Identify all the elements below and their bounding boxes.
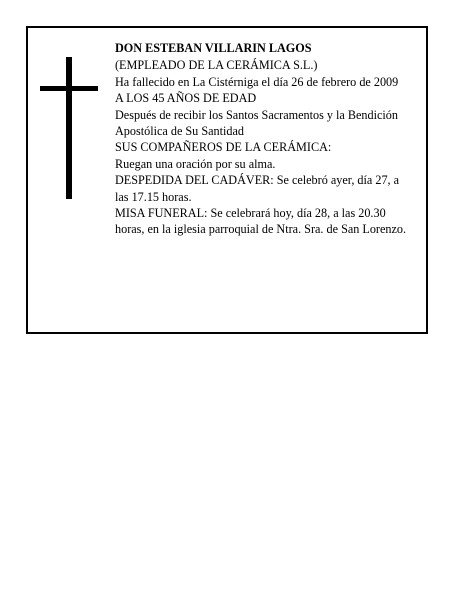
funeral-mass-line: MISA FUNERAL: Se celebrará hoy, día 28, a las 20.30 horas, en la iglesia parroquial de Ntra. Sra. de San Lorenzo. bbox=[115, 206, 407, 237]
age-line: A LOS 45 AÑOS DE EDAD bbox=[115, 91, 257, 106]
death-line: Ha fallecido en La Cistérniga el día 26 de febrero de 2009 bbox=[115, 74, 399, 89]
employer-line: (EMPLEADO DE LA CERÁMICA S.L.) bbox=[115, 58, 318, 73]
colleagues-line: SUS COMPAÑEROS DE LA CERÁMICA: bbox=[115, 140, 332, 155]
obituary-notice bbox=[26, 26, 428, 334]
farewell-line: DESPEDIDA DEL CADÁVER: Se celebró ayer, día 27, a las 17.15 horas. bbox=[115, 173, 400, 204]
cross-icon bbox=[40, 57, 98, 199]
cross-vertical-bar bbox=[66, 57, 72, 199]
cross-horizontal-bar bbox=[40, 86, 98, 91]
sacraments-line: Después de recibir los Santos Sacramentos y la Bendición Apostólica de Su Santidad bbox=[115, 107, 398, 139]
prayer-line: Ruegan una oración por su alma. bbox=[115, 156, 276, 171]
deceased-name: DON ESTEBAN VILLARIN LAGOS bbox=[115, 41, 312, 55]
notice-text bbox=[115, 40, 411, 238]
